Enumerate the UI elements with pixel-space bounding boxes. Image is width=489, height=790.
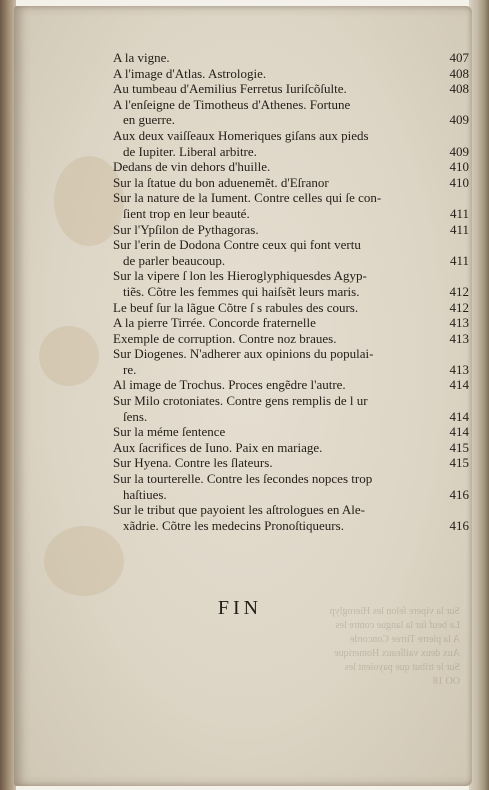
toc-entry-text: de parler beaucoup.: [123, 252, 226, 268]
toc-page-number: 409: [449, 143, 469, 159]
toc-page-number: 413: [449, 330, 469, 346]
toc-entry-text: A l'image d'Atlas. Astrologie.: [113, 65, 267, 81]
toc-entry: [113, 190, 473, 221]
toc-entry: [113, 315, 473, 331]
toc-entry: [113, 159, 473, 175]
toc-entry-text: Sur la vipere ſ lon les Hieroglyphiquesdes Agyp-: [113, 268, 367, 284]
toc-entry-text: Sur l'erin de Dodona Contre ceux qui font vertu: [113, 237, 361, 253]
toc-page-number: 409: [449, 112, 469, 128]
toc-page-number: 413: [449, 361, 469, 377]
toc-entry: [113, 331, 473, 347]
toc-page-number: 414: [449, 408, 469, 424]
toc-page-number: 410: [449, 174, 469, 190]
toc-entry-text: haſtiues.: [123, 486, 167, 502]
toc-entry-text: A la pierre Tirrée. Concorde fraternelle: [113, 315, 316, 331]
toc-page-number: 412: [449, 299, 469, 315]
toc-entry: [113, 300, 473, 316]
toc-entry: [113, 440, 473, 456]
toc-entry-text: A la vigne.: [113, 50, 170, 65]
toc-entry-text: xãdrie. Cõtre les medecins Pronoſtiqueurs.: [123, 517, 344, 533]
toc-page-number: 407: [449, 50, 469, 65]
toc-entry-text: ſient trop en leur beauté.: [123, 205, 250, 221]
toc-page-number: 410: [449, 159, 469, 175]
toc-entry-text: Exemple de corruption. Contre noz braues.: [113, 330, 337, 346]
toc-entry-text: Sur Hyena. Contre les ſlateurs.: [113, 455, 273, 471]
toc-page-number: 416: [449, 486, 469, 502]
toc-page-number: 408: [449, 65, 469, 81]
foxing-stain: [44, 526, 124, 596]
toc-page-number: 411: [449, 252, 469, 268]
fin-heading: FIN: [217, 597, 263, 619]
toc-entry-text: ſens.: [123, 408, 148, 424]
toc-entry-text: en guerre.: [123, 112, 175, 128]
toc-entry: [113, 471, 473, 502]
toc-page-number: 416: [449, 517, 469, 533]
toc-page-number: 408: [449, 81, 469, 97]
table-of-contents: [113, 50, 473, 533]
toc-entry: [113, 424, 473, 440]
toc-entry: [113, 268, 473, 299]
foxing-stain: [39, 326, 99, 386]
toc-entry-text: Sur la tourterelle. Contre les ſecondes nopces trop: [113, 471, 373, 487]
toc-page-number: 411: [449, 205, 469, 221]
toc-page-number: 412: [449, 283, 469, 299]
toc-entry-text: de Iupiter. Liberal arbitre.: [123, 143, 257, 159]
toc-entry-text: Sur la nature de la Iument. Contre celles qui ſe con-: [113, 190, 382, 206]
toc-page-number: 414: [449, 377, 469, 393]
toc-entry: [113, 237, 473, 268]
toc-entry-text: Sur la ſtatue du bon aduenemẽt. d'Eſranor: [113, 174, 329, 190]
toc-entry-text: Le beuf ſur la lãgue Cõtre ſ s rabules des cours.: [113, 299, 359, 315]
toc-entry-text: A l'enſeigne de Timotheus d'Athenes. Fortune: [113, 96, 351, 112]
toc-entry-text: Au tumbeau d'Aemilius Ferretus Iuriſcõſulte.: [113, 81, 347, 97]
toc-entry-text: Sur l'Ypſilon de Pythagoras.: [113, 221, 259, 237]
toc-entry: [113, 346, 473, 377]
toc-entry-text: Sur la méme ſentence: [113, 424, 226, 440]
toc-entry: [113, 393, 473, 424]
toc-page-number: 415: [449, 439, 469, 455]
toc-entry: [113, 97, 473, 128]
toc-entry: [113, 222, 473, 238]
toc-entry-text: re.: [123, 361, 137, 377]
toc-page-number: 413: [449, 315, 469, 331]
toc-entry-text: Sur Diogenes. N'adherer aux opinions du populai-: [113, 346, 374, 362]
bleed-through-text: Sur la vipere ſelon les Hieroglyp Le beuf ſur la langue contre les A la pierre Tirree Concorde Aux deux vaiſſeaux Homerique Sur le tribut que payoient les OO 18: [329, 606, 460, 687]
toc-entry: [113, 128, 473, 159]
toc-entry: [113, 81, 473, 97]
toc-page-number: 411: [449, 221, 469, 237]
toc-entry-text: Dedans de vin dehors d'huille.: [113, 159, 271, 175]
toc-entry: [113, 502, 473, 533]
toc-entry: [113, 377, 473, 393]
toc-entry-text: tiẽs. Cõtre les femmes qui haiſsẽt leurs maris.: [123, 283, 360, 299]
toc-entry-text: Aux ſacrifices de Iuno. Paix en mariage.: [113, 439, 323, 455]
toc-page-number: 414: [449, 424, 469, 440]
toc-entry: [113, 175, 473, 191]
toc-entry-text: Sur Milo crotoniates. Contre gens remplis de l ur: [113, 393, 368, 409]
toc-entry-text: Al image de Trochus. Proces engẽdre l'autre.: [113, 377, 346, 393]
toc-entry: [113, 66, 473, 82]
toc-entry-text: Sur le tribut que payoient les aſtrologues en Ale-: [113, 502, 365, 518]
toc-entry: [113, 50, 473, 66]
toc-page-number: 415: [449, 455, 469, 471]
toc-entry-text: Aux deux vaiſſeaux Homeriques giſans aux pieds: [113, 127, 369, 143]
toc-entry: [113, 455, 473, 471]
